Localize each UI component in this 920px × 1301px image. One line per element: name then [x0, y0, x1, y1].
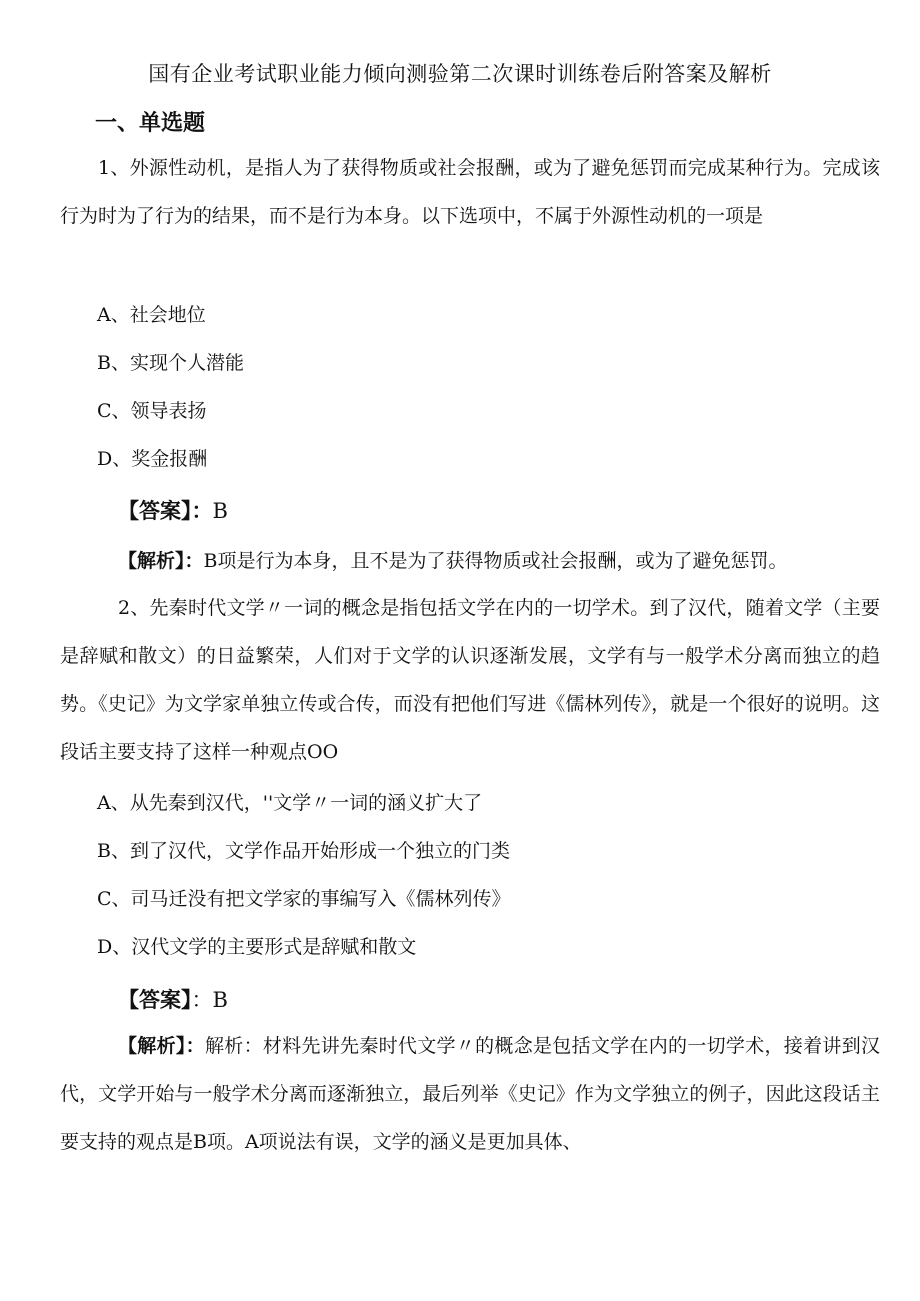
section-heading: 一、单选题: [95, 111, 206, 136]
explanation-label: 【解析】：: [118, 550, 204, 572]
question-1-explanation: [118, 546, 787, 573]
question-2-option-a: A、从先秦到汉代，''文学〃一词的涵义扩大了: [97, 792, 483, 814]
question-2-explanation: [60, 1022, 880, 1166]
explanation-text: 解析：材料先讲先秦时代文学〃的概念是包括文学在内的一切学术，接着讲到汉代，文学开始与一般学术分离而逐渐独立，最后列举《史记》作为文学独立的例子，因此这段话主要支持的观点是B项。A项说法有误，文学的涵义是更加具体、: [60, 1035, 880, 1153]
question-2-option-b: B、到了汉代，文学作品开始形成一个独立的门类: [97, 840, 510, 862]
answer-label: 【答案】：: [118, 499, 213, 523]
question-2-option-d: D、汉代文学的主要形式是辞赋和散文: [97, 936, 417, 958]
answer-value: B: [212, 499, 228, 523]
explanation-label: 【解析】：: [118, 1035, 205, 1057]
explanation-text: B项是行为本身，且不是为了获得物质或社会报酬，或为了避免惩罚。: [203, 550, 788, 572]
answer-value: ：B: [191, 988, 228, 1012]
question-1-option-b: B、实现个人潜能: [97, 352, 244, 374]
question-2-option-c: C、司马迁没有把文学家的事编写入《儒林列传》: [97, 888, 511, 910]
question-1-option-a: A、社会地位: [97, 304, 206, 326]
question-2-stem: 2、先秦时代文学〃一词的概念是指包括文学在内的一切学术。到了汉代，随着文学（主要是辞赋和散文）的日益繁荣，人们对于文学的认识逐渐发展，文学有与一般学术分离而独立的趋势。《史记》为文学家单独立传或合传，而没有把他们写进《儒林列传》，就是一个很好的说明。这段话主要支持了这样一种观点OO: [60, 597, 880, 763]
question-1-answer: [118, 495, 228, 525]
question-1-option-d: D、奖金报酬: [97, 448, 208, 470]
answer-label: 【答案】: [118, 988, 192, 1012]
document-title: 国有企业考试职业能力倾向测验第二次课时训练卷后附答案及解析: [148, 62, 772, 86]
question-1-option-c: C、领导表扬: [97, 400, 207, 422]
question-2-answer: [118, 984, 228, 1014]
question-1-stem: 1、外源性动机，是指人为了获得物质或社会报酬，或为了避免惩罚而完成某种行为。完成该行为时为了行为的结果，而不是行为本身。以下选项中，不属于外源性动机的一项是: [60, 157, 880, 227]
